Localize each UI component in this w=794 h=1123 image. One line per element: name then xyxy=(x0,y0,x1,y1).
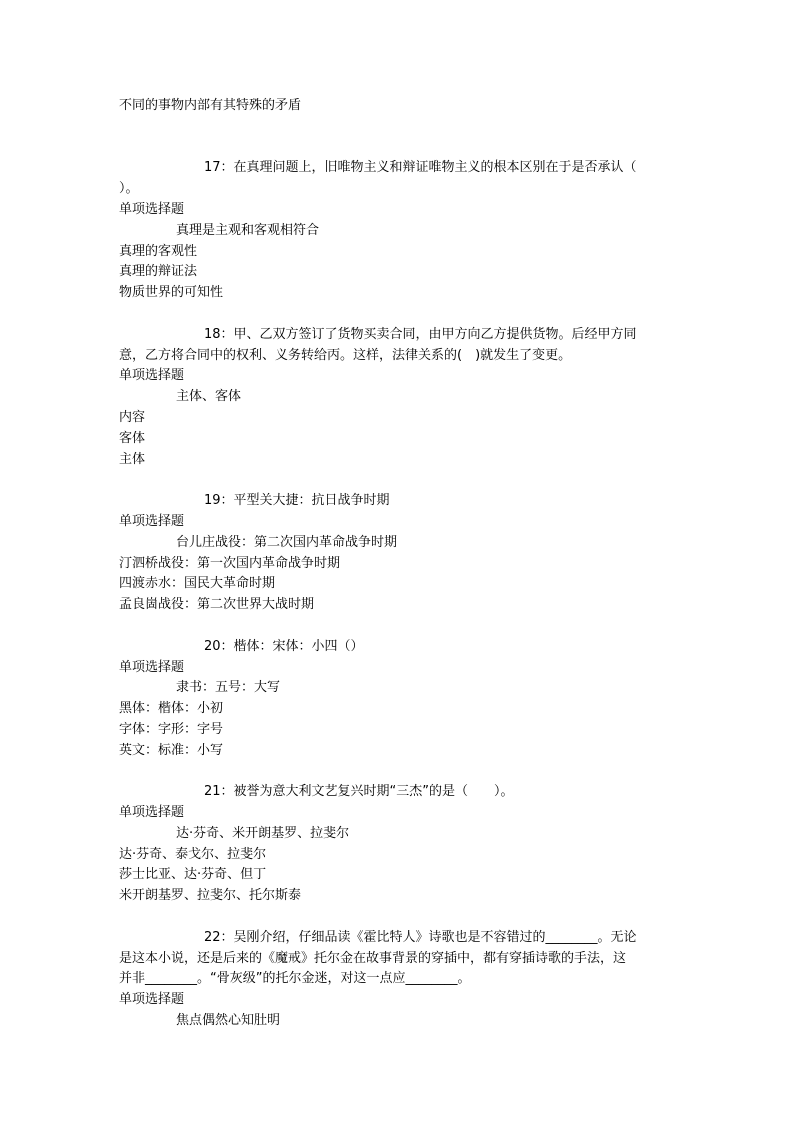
question-stem xyxy=(119,782,679,803)
intro-line: 不同的事物内部有其特殊的矛盾 xyxy=(119,98,302,113)
option: 真理是主观和客观相符合 xyxy=(176,222,320,238)
question-stem-cont: ）。 xyxy=(119,181,139,197)
question-22 xyxy=(119,928,679,1032)
question-17 xyxy=(119,158,679,304)
question-stem xyxy=(119,325,679,346)
option: 内容 xyxy=(119,409,146,425)
question-number: 21： xyxy=(204,784,234,800)
question-21 xyxy=(119,782,679,907)
option: 达·芬奇、泰戈尔、拉斐尔 xyxy=(119,846,267,862)
question-type: 单项选择题 xyxy=(119,368,185,384)
spacer xyxy=(119,907,679,928)
question-text: 在真理问题上，旧唯物主义和辩证唯物主义的根本区别在于是否承认（ xyxy=(233,160,637,176)
question-text: 甲、乙双方签订了货物买卖合同，由甲方向乙方提供货物。后经甲方同 xyxy=(233,326,637,342)
question-stem xyxy=(119,491,679,512)
option: 真理的客观性 xyxy=(119,243,198,259)
question-number: 22： xyxy=(204,929,234,945)
option: 汀泗桥战役：第一次国内革命战争时期 xyxy=(119,555,341,571)
question-number: 17： xyxy=(204,160,234,176)
question-stem-cont: 并非________。“骨灰级”的托尔金迷，对这一点应________。 xyxy=(119,971,471,987)
option: 主体、客体 xyxy=(176,389,242,405)
question-type: 单项选择题 xyxy=(119,992,185,1008)
question-text: 楷体：宋体：小四（） xyxy=(233,638,364,654)
question-text: 吴刚介绍，仔细品读《霍比特人》诗歌也是不容错过的________。无论 xyxy=(233,929,637,945)
question-number: 18： xyxy=(204,326,234,342)
question-number: 19： xyxy=(204,493,234,509)
question-stem xyxy=(119,637,679,658)
spacer xyxy=(119,304,679,325)
question-18 xyxy=(119,325,679,471)
document-page xyxy=(119,96,679,1032)
option: 英文：标准：小写 xyxy=(119,742,224,758)
spacer xyxy=(119,470,679,491)
question-stem xyxy=(119,158,679,179)
question-number: 20： xyxy=(204,638,234,654)
option: 焦点偶然心知肚明 xyxy=(176,1013,281,1029)
question-type: 单项选择题 xyxy=(119,805,185,821)
question-19 xyxy=(119,491,679,616)
option: 隶书：五号：大写 xyxy=(176,680,281,696)
option: 主体 xyxy=(119,451,146,467)
option: 台儿庄战役：第二次国内革命战争时期 xyxy=(176,534,398,550)
question-stem xyxy=(119,928,679,949)
option: 客体 xyxy=(119,430,146,446)
question-text: 被誉为意大利文艺复兴时期“三杰”的是（ ）。 xyxy=(233,784,514,800)
option: 真理的辩证法 xyxy=(119,264,198,280)
question-type: 单项选择题 xyxy=(119,659,185,675)
question-text: 平型关大捷：抗日战争时期 xyxy=(233,493,390,509)
option: 黑体：楷体：小初 xyxy=(119,701,224,717)
option: 莎士比亚、达·芬奇、但丁 xyxy=(119,867,267,883)
option: 四渡赤水：国民大革命时期 xyxy=(119,576,276,592)
question-type: 单项选择题 xyxy=(119,513,185,529)
spacer xyxy=(119,616,679,637)
question-stem-cont: 意，乙方将合同中的权利、义务转给丙。这样，法律关系的( )就发生了变更。 xyxy=(119,347,572,363)
option: 物质世界的可知性 xyxy=(119,285,224,301)
spacer xyxy=(119,762,679,783)
option: 米开朗基罗、拉斐尔、托尔斯泰 xyxy=(119,888,302,904)
option: 孟良崮战役：第二次世界大战时期 xyxy=(119,597,315,613)
spacer xyxy=(119,117,679,138)
option: 达·芬奇、米开朗基罗、拉斐尔 xyxy=(176,825,350,841)
option: 字体：字形：字号 xyxy=(119,721,224,737)
question-stem-cont: 是这本小说，还是后来的《魔戒》托尔金在故事背景的穿插中，都有穿插诗歌的手法，这 xyxy=(119,950,627,966)
question-type: 单项选择题 xyxy=(119,201,185,217)
spacer xyxy=(119,138,679,159)
question-20 xyxy=(119,637,679,762)
